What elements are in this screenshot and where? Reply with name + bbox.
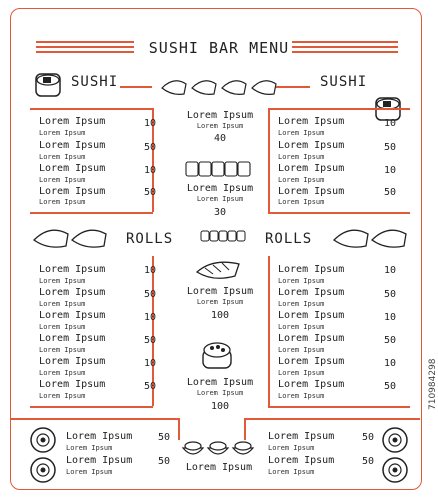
rolls-right-sub-4: Lorem Ipsum	[278, 369, 325, 377]
bracket-tr-h3	[268, 212, 410, 214]
section-sushi-right: SUSHI	[320, 74, 368, 90]
center-sub-0: Lorem Ipsum	[196, 122, 244, 130]
roll-top-right-2-icon	[382, 457, 408, 483]
sushi-left-price-1: 50	[144, 142, 157, 153]
sushi-right-sub-3: Lorem Ipsum	[278, 198, 325, 206]
roll-top-right-icon	[382, 427, 408, 453]
rolls-left-price-3: 50	[144, 335, 157, 346]
rolls-right-name-5: Lorem Ipsum	[278, 379, 345, 390]
menu-title: SUSHI BAR MENU	[148, 39, 290, 57]
rolls-left-sub-4: Lorem Ipsum	[39, 369, 86, 377]
bottom-left-price-1: 50	[158, 456, 171, 467]
rolls-left-name-3: Lorem Ipsum	[39, 333, 106, 344]
bottom-left-sub-1: Lorem Ipsum	[66, 468, 113, 476]
sushi-left-name-2: Lorem Ipsum	[39, 163, 106, 174]
rolls-left-name-4: Lorem Ipsum	[39, 356, 106, 367]
bottom-right-price-1: 50	[362, 456, 375, 467]
rolls-left-price-1: 50	[144, 289, 157, 300]
center-name-2: Lorem Ipsum	[186, 286, 254, 297]
nigiri-pair-right-icon	[332, 224, 412, 250]
sushi-left-sub-3: Lorem Ipsum	[39, 198, 86, 206]
bottom-left-name-1: Lorem Ipsum	[66, 455, 133, 466]
nigiri-pair-left-icon	[32, 224, 112, 250]
roll-top-left-icon	[30, 427, 56, 453]
bottom-right-bracket-h	[244, 418, 420, 420]
rolls-right-price-4: 10	[384, 358, 397, 369]
rolls-left-sub-3: Lorem Ipsum	[39, 346, 86, 354]
sushi-left-name-1: Lorem Ipsum	[39, 140, 106, 151]
bottom-right-bracket-v	[244, 418, 246, 440]
center-sub-2: Lorem Ipsum	[196, 298, 244, 306]
rolls-right-sub-5: Lorem Ipsum	[278, 392, 325, 400]
bracket-tl-h2	[30, 108, 153, 110]
sushi-right-sub-2: Lorem Ipsum	[278, 176, 325, 184]
bracket-tl-h	[120, 86, 152, 88]
sushi-left-name-0: Lorem Ipsum	[39, 116, 106, 127]
sushi-right-name-2: Lorem Ipsum	[278, 163, 345, 174]
rolls-right-name-3: Lorem Ipsum	[278, 333, 345, 344]
center-name-0: Lorem Ipsum	[186, 110, 254, 121]
bottom-right-name-0: Lorem Ipsum	[268, 431, 335, 442]
rolls-left-price-5: 50	[144, 381, 157, 392]
bracket-br-h	[268, 406, 410, 408]
bottom-right-price-0: 50	[362, 432, 375, 443]
roll-row-icon	[185, 160, 255, 178]
bottom-left-price-0: 50	[158, 432, 171, 443]
bottom-right-sub-0: Lorem Ipsum	[268, 444, 315, 452]
rolls-right-price-1: 50	[384, 289, 397, 300]
salmon-nigiri-icon	[195, 258, 243, 282]
rolls-left-name-2: Lorem Ipsum	[39, 310, 106, 321]
bracket-tl-h3	[30, 212, 153, 214]
sushi-left-price-2: 10	[144, 165, 157, 176]
rolls-right-name-2: Lorem Ipsum	[278, 310, 345, 321]
bracket-tr-h	[276, 86, 310, 88]
rolls-right-sub-0: Lorem Ipsum	[278, 277, 325, 285]
section-sushi-left: SUSHI	[71, 74, 119, 90]
section-rolls-right: ROLLS	[265, 231, 313, 247]
three-bowls-icon	[181, 438, 255, 460]
rolls-left-sub-0: Lorem Ipsum	[39, 277, 86, 285]
sushi-right-sub-1: Lorem Ipsum	[278, 153, 325, 161]
bottom-right-name-1: Lorem Ipsum	[268, 455, 335, 466]
sushi-right-price-3: 50	[384, 187, 397, 198]
rolls-left-price-2: 10	[144, 312, 157, 323]
center-price-2: 100	[210, 310, 230, 321]
rolls-right-price-3: 50	[384, 335, 397, 346]
sushi-right-price-0: 10	[384, 118, 397, 129]
rolls-left-sub-2: Lorem Ipsum	[39, 323, 86, 331]
rolls-right-price-5: 50	[384, 381, 397, 392]
section-rolls-left: ROLLS	[126, 231, 174, 247]
sushi-right-price-1: 50	[384, 142, 397, 153]
sushi-right-name-3: Lorem Ipsum	[278, 186, 345, 197]
center-sub-3: Lorem Ipsum	[196, 389, 244, 397]
bottom-left-sub-0: Lorem Ipsum	[66, 444, 113, 452]
rolls-right-price-2: 10	[384, 312, 397, 323]
rolls-right-name-0: Lorem Ipsum	[278, 264, 345, 275]
center-name-3: Lorem Ipsum	[186, 377, 254, 388]
rolls-left-name-0: Lorem Ipsum	[39, 264, 106, 275]
center-price-3: 100	[210, 401, 230, 412]
rolls-right-name-4: Lorem Ipsum	[278, 356, 345, 367]
center-price-1: 30	[213, 207, 227, 218]
sushi-right-name-0: Lorem Ipsum	[278, 116, 345, 127]
rolls-right-sub-3: Lorem Ipsum	[278, 346, 325, 354]
sushi-left-price-0: 10	[144, 118, 157, 129]
rolls-right-sub-1: Lorem Ipsum	[278, 300, 325, 308]
bottom-center-name: Lorem Ipsum	[185, 462, 253, 473]
bracket-tr-h2	[268, 108, 410, 110]
rolls-right-sub-2: Lorem Ipsum	[278, 323, 325, 331]
stock-id-label: 710984298	[428, 358, 438, 410]
bottom-left-name-0: Lorem Ipsum	[66, 431, 133, 442]
bottom-right-sub-1: Lorem Ipsum	[268, 468, 315, 476]
center-name-1: Lorem Ipsum	[186, 183, 254, 194]
sushi-left-price-3: 50	[144, 187, 157, 198]
bottom-left-bracket-h	[10, 418, 178, 420]
maki-roll-icon	[34, 70, 62, 98]
rolls-right-price-0: 10	[384, 265, 397, 276]
bottom-left-bracket-v	[178, 418, 180, 440]
bracket-bl-h	[30, 406, 153, 408]
center-price-0: 40	[213, 133, 227, 144]
sushi-left-sub-0: Lorem Ipsum	[39, 129, 86, 137]
rolls-left-sub-5: Lorem Ipsum	[39, 392, 86, 400]
gunkan-icon	[200, 338, 234, 372]
rolls-left-price-0: 10	[144, 265, 157, 276]
sushi-right-name-1: Lorem Ipsum	[278, 140, 345, 151]
rolls-left-sub-1: Lorem Ipsum	[39, 300, 86, 308]
rolls-left-name-1: Lorem Ipsum	[39, 287, 106, 298]
roll-row-small-icon	[200, 229, 252, 243]
rolls-left-price-4: 10	[144, 358, 157, 369]
sushi-right-price-2: 10	[384, 165, 397, 176]
sushi-left-sub-1: Lorem Ipsum	[39, 153, 86, 161]
rolls-right-name-1: Lorem Ipsum	[278, 287, 345, 298]
sushi-left-name-3: Lorem Ipsum	[39, 186, 106, 197]
sushi-right-sub-0: Lorem Ipsum	[278, 129, 325, 137]
roll-top-left-2-icon	[30, 457, 56, 483]
sushi-left-sub-2: Lorem Ipsum	[39, 176, 86, 184]
rolls-left-name-5: Lorem Ipsum	[39, 379, 106, 390]
center-sub-1: Lorem Ipsum	[196, 195, 244, 203]
